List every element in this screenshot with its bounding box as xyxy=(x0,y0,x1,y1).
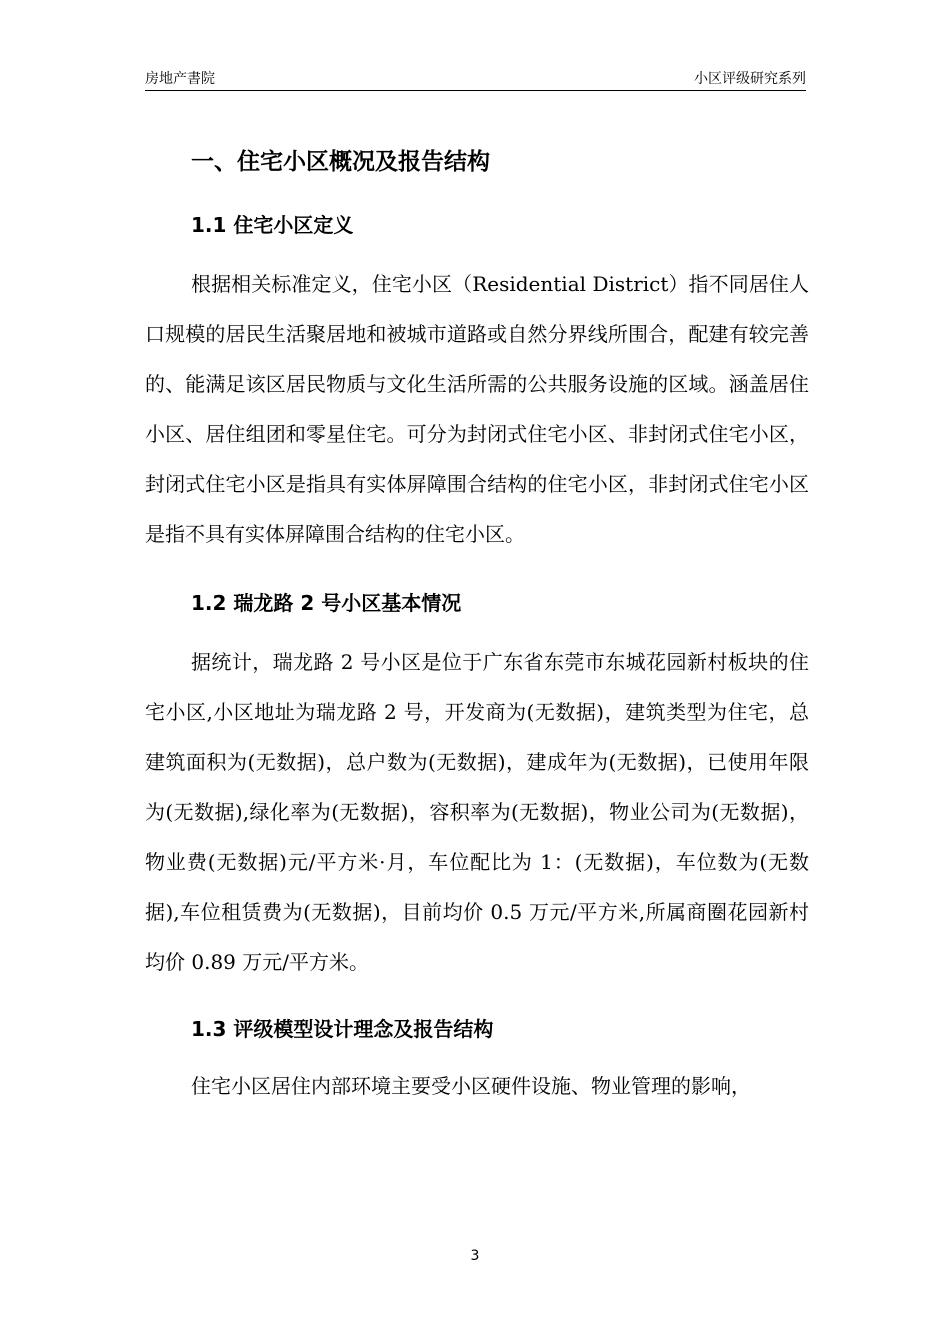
document-body xyxy=(145,130,809,1111)
subsection-title-1-1: 1.1 住宅小区定义 xyxy=(191,213,354,237)
paragraph-basic-info: 据统计，瑞龙路 2 号小区是位于广东省东莞市东城花园新村板块的住宅小区,小区地址为瑞龙路 2 号，开发商为(无数据)，建筑类型为住宅，总建筑面积为(无数据)，总户数为(无数据)，建成年为(无数据)，已使用年限为(无数据),绿化率为(无数据)，容积率为(无数据)，物业公司为(无数据)，物业费(无数据)元/平方米·月，车位配比为 1：(无数据)，车位数为(无数据),车位租赁费为(无数据)，目前均价 0.5 万元/平方米,所属商圈花园新村均价 0.89 万元/平方米。 xyxy=(145,650,809,974)
paragraph-definition: 根据相关标准定义，住宅小区（Residential District）指不同居住人口规模的居民生活聚居地和被城市道路或自然分界线所围合，配建有较完善的、能满足该区居民物质与文化生活所需的公共服务设施的区域。涵盖居住小区、居住组团和零星住宅。可分为封闭式住宅小区、非封闭式住宅小区，封闭式住宅小区是指具有实体屏障围合结构的住宅小区，非封闭式住宅小区是指不具有实体屏障围合结构的住宅小区。 xyxy=(145,272,809,546)
subsection-title-1-3: 1.3 评级模型设计理念及报告结构 xyxy=(191,1017,494,1041)
header-series-title: 小区评级研究系列 xyxy=(694,71,806,87)
subsection-title-1-2: 1.2 瑞龙路 2 号小区基本情况 xyxy=(191,591,462,615)
header-publisher: 房地产書院 xyxy=(145,71,215,87)
page-number: 3 xyxy=(470,1248,480,1264)
page-header xyxy=(145,66,806,91)
paragraph-model-design: 住宅小区居住内部环境主要受小区硬件设施、物业管理的影响， xyxy=(191,1074,751,1098)
section-title: 一、住宅小区概况及报告结构 xyxy=(191,149,490,175)
